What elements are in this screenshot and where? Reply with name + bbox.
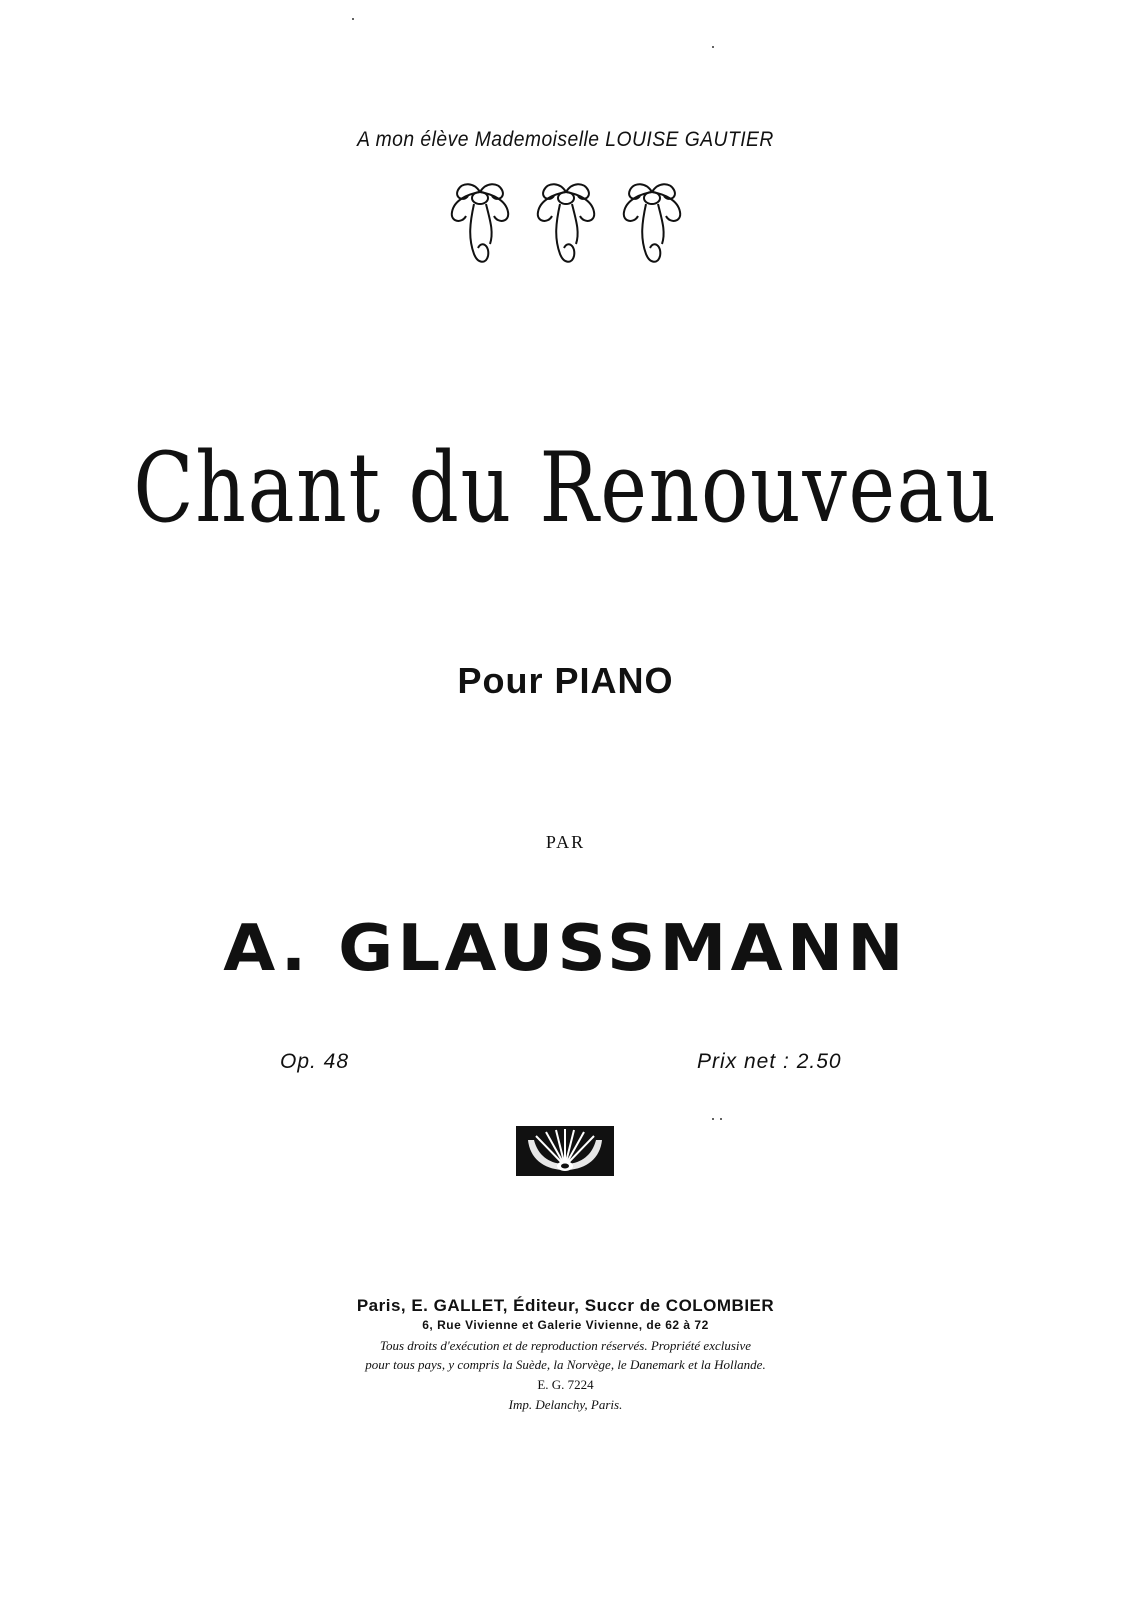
paper-speck [720,1118,722,1120]
paper-speck [712,1118,714,1120]
plate-number: E. G. 7224 [537,1377,594,1392]
par-label: PAR [545,832,586,852]
shell-emblem-icon [516,1126,614,1176]
price: Prix net : 2.50 [697,1050,842,1073]
printer-credit: Imp. Delanchy, Paris. [508,1397,623,1412]
publisher-address: 6, Rue Vivienne et Galerie Vivienne, de 62 à 72 [422,1318,709,1332]
page-title: Chant du Renouveau [133,432,998,544]
rights-notice-line-1: Tous droits d'exécution et de reproduction réservés. Propriété exclusive [379,1338,752,1353]
paper-speck [352,18,354,20]
flourish-ornament-icon [446,178,514,270]
dedication: A mon élève Mademoiselle LOUISE GAUTIER [357,128,774,151]
paper-speck [712,46,714,48]
opus-number: Op. 48 [280,1050,350,1073]
publisher-line: Paris, E. GALLET, Éditeur, Succr de COLOMBIER [356,1296,775,1315]
flourish-ornament-icon [618,178,686,270]
subtitle: Pour PIANO [457,660,674,701]
ornament-row [0,178,1131,270]
composer-name: A. GLAUSSMANN [223,912,908,986]
rights-notice-line-2: pour tous pays, y compris la Suède, la Norvège, le Danemark et la Hollande. [365,1357,766,1372]
flourish-ornament-icon [532,178,600,270]
